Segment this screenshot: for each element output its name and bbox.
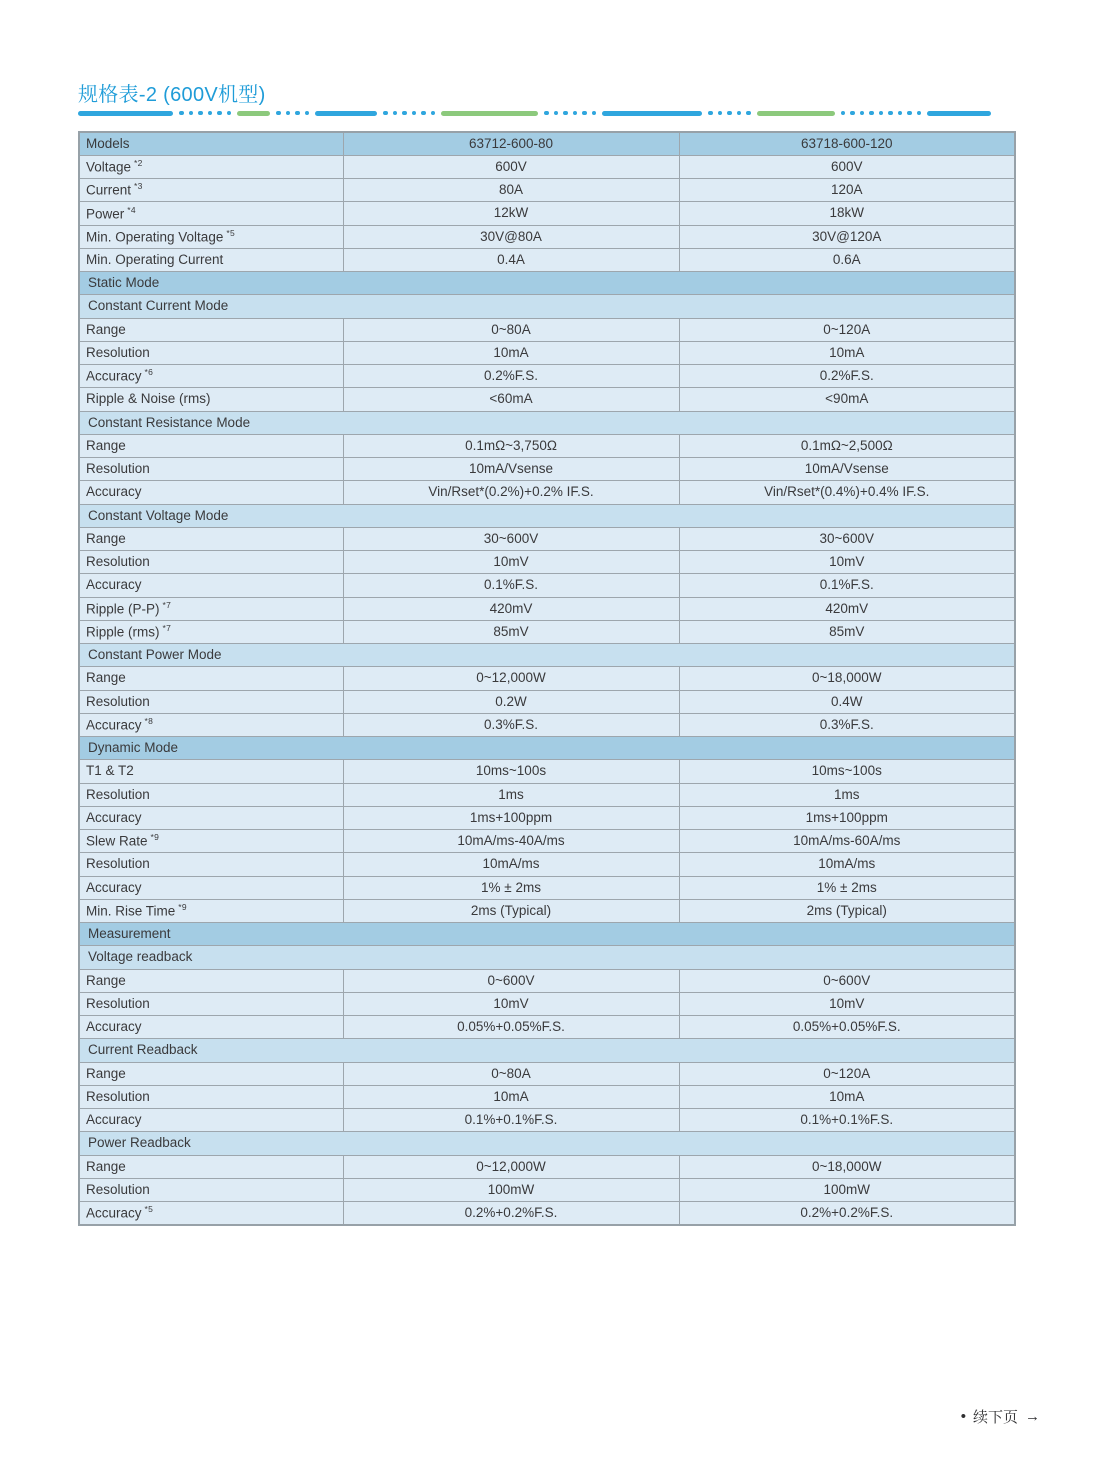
row-label-cell <box>79 179 343 202</box>
row-label-cell <box>79 155 343 178</box>
table-row <box>79 551 1015 574</box>
value-cell: 10ms~100s <box>343 760 679 783</box>
page-title: 规格表-2 (600V机型) <box>78 84 266 106</box>
row-label-cell <box>79 1202 343 1225</box>
value-cell: Vin/Rset*(0.2%)+0.2% IF.S. <box>343 481 679 504</box>
divider-dot <box>412 111 417 116</box>
row-label: Accuracy <box>86 717 142 733</box>
subsection-header: Constant Power Mode <box>79 644 1015 667</box>
divider-dot <box>737 111 742 116</box>
table-row <box>79 225 1015 248</box>
footnote-marker: *7 <box>162 623 172 634</box>
row-label: Ripple (P-P) <box>86 601 160 617</box>
row-label-cell <box>79 132 343 155</box>
value-cell: 10mA/Vsense <box>343 458 679 481</box>
divider-dot <box>393 111 398 116</box>
row-label: Resolution <box>86 693 150 709</box>
table-row <box>79 202 1015 225</box>
subsection-row <box>79 504 1015 527</box>
section-row <box>79 923 1015 946</box>
continued-next-page <box>961 1406 1040 1427</box>
row-label: Accuracy <box>86 368 142 384</box>
subsection-header: Constant Resistance Mode <box>79 411 1015 434</box>
dot-group <box>276 111 309 116</box>
table-row <box>79 667 1015 690</box>
table-row <box>79 318 1015 341</box>
footnote-marker: *7 <box>162 599 172 610</box>
dot-group <box>383 111 435 116</box>
value-cell: 0~600V <box>679 969 1015 992</box>
divider-dot <box>860 111 865 116</box>
table-row <box>79 853 1015 876</box>
table-row <box>79 434 1015 457</box>
table-row <box>79 388 1015 411</box>
divider-dot <box>708 111 713 116</box>
row-label: Resolution <box>86 554 150 570</box>
row-label-cell <box>79 853 343 876</box>
divider-dot <box>198 111 203 116</box>
value-cell: 100mW <box>343 1178 679 1201</box>
blue-bar-segment <box>315 111 377 116</box>
green-bar-segment <box>237 111 270 116</box>
value-cell: 0~120A <box>679 318 1015 341</box>
divider-dot <box>554 111 559 116</box>
row-label-cell <box>79 202 343 225</box>
bullet-icon: • <box>960 1408 966 1425</box>
value-cell: 0.1%+0.1%F.S. <box>343 1109 679 1132</box>
row-label-cell <box>79 527 343 550</box>
value-cell: 0.4W <box>679 690 1015 713</box>
table-row <box>79 1178 1015 1201</box>
value-cell: 63712-600-80 <box>343 132 679 155</box>
footnote-marker: *4 <box>127 204 136 215</box>
footnote-marker: *9 <box>178 902 187 913</box>
table-row <box>79 992 1015 1015</box>
divider-dot <box>841 111 846 116</box>
row-label: Min. Rise Time <box>86 903 176 919</box>
divider-dot <box>421 111 426 116</box>
table-row <box>79 1016 1015 1039</box>
value-cell: 0.2%+0.2%F.S. <box>343 1202 679 1225</box>
value-cell: 10mA/Vsense <box>679 458 1015 481</box>
value-cell: 10mA/ms-40A/ms <box>343 830 679 853</box>
section-header: Measurement <box>79 923 1015 946</box>
value-cell: 80A <box>343 179 679 202</box>
row-label: Resolution <box>86 344 150 360</box>
blue-bar-segment <box>78 111 173 116</box>
value-cell: 0.1%F.S. <box>679 574 1015 597</box>
table-row <box>79 806 1015 829</box>
value-cell: 0~80A <box>343 1062 679 1085</box>
value-cell: 0.4A <box>343 248 679 271</box>
subsection-row <box>79 295 1015 318</box>
row-label: Ripple (rms) <box>86 624 160 640</box>
value-cell: 600V <box>343 155 679 178</box>
row-label: Accuracy <box>86 1112 142 1128</box>
section-header: Dynamic Mode <box>79 737 1015 760</box>
row-label-cell <box>79 365 343 388</box>
row-label-cell <box>79 1178 343 1201</box>
row-label: Resolution <box>86 856 150 872</box>
divider-dot <box>850 111 855 116</box>
value-cell: 30V@120A <box>679 225 1015 248</box>
row-label-cell <box>79 574 343 597</box>
row-label-cell <box>79 667 343 690</box>
value-cell: 10mA <box>679 1085 1015 1108</box>
value-cell: 0.1%F.S. <box>343 574 679 597</box>
table-row <box>79 969 1015 992</box>
value-cell: 0.2%F.S. <box>343 365 679 388</box>
row-label-cell <box>79 992 343 1015</box>
row-label: Min. Operating Voltage <box>86 229 224 245</box>
value-cell: 0.1mΩ~2,500Ω <box>679 434 1015 457</box>
divider-dot <box>189 111 194 116</box>
row-label: Current <box>86 182 132 198</box>
green-bar-segment <box>441 111 538 116</box>
value-cell: 0.2%+0.2%F.S. <box>679 1202 1015 1225</box>
value-cell: 0.05%+0.05%F.S. <box>679 1016 1015 1039</box>
value-cell: 63718-600-120 <box>679 132 1015 155</box>
subsection-header: Power Readback <box>79 1132 1015 1155</box>
value-cell: 10mA/ms <box>343 853 679 876</box>
value-cell: 30~600V <box>679 527 1015 550</box>
row-label-cell <box>79 760 343 783</box>
value-cell: 0.6A <box>679 248 1015 271</box>
row-label-cell <box>79 341 343 364</box>
divider-dot <box>563 111 568 116</box>
table-row <box>79 1085 1015 1108</box>
divider-dot <box>286 111 291 116</box>
footnote-marker: *5 <box>144 1204 154 1215</box>
divider-dot <box>746 111 751 116</box>
row-label: Accuracy <box>86 577 142 593</box>
table-row <box>79 458 1015 481</box>
subsection-row <box>79 644 1015 667</box>
table-row <box>79 248 1015 271</box>
table-row <box>79 1109 1015 1132</box>
divider-dot <box>295 111 300 116</box>
subsection-row <box>79 1039 1015 1062</box>
value-cell: 12kW <box>343 202 679 225</box>
decorative-divider <box>78 110 1015 116</box>
row-label-cell <box>79 551 343 574</box>
row-label: Range <box>86 321 126 337</box>
value-cell: 1% ± 2ms <box>679 876 1015 899</box>
divider-dot <box>305 111 310 116</box>
value-cell: 0~12,000W <box>343 1155 679 1178</box>
row-label-cell <box>79 248 343 271</box>
section-row <box>79 272 1015 295</box>
models-header-row <box>79 132 1015 155</box>
value-cell: 0.3%F.S. <box>679 713 1015 736</box>
value-cell: 0~12,000W <box>343 667 679 690</box>
row-label: Range <box>86 1065 126 1081</box>
value-cell: Vin/Rset*(0.4%)+0.4% IF.S. <box>679 481 1015 504</box>
row-label: Min. Operating Current <box>86 251 224 267</box>
row-label: Accuracy <box>86 1019 142 1035</box>
row-label-cell <box>79 434 343 457</box>
row-label-cell <box>79 899 343 922</box>
divider-dot <box>544 111 549 116</box>
dot-group <box>708 111 751 116</box>
blue-bar-segment <box>927 111 991 116</box>
table-row <box>79 899 1015 922</box>
table-row <box>79 341 1015 364</box>
row-label-cell <box>79 318 343 341</box>
value-cell: 1ms <box>343 783 679 806</box>
row-label-cell <box>79 806 343 829</box>
row-label: Ripple & Noise (rms) <box>86 391 211 407</box>
row-label-cell <box>79 1109 343 1132</box>
row-label: Range <box>86 972 126 988</box>
row-label-cell <box>79 1155 343 1178</box>
row-label: Accuracy <box>86 484 142 500</box>
table-row <box>79 1155 1015 1178</box>
divider-dot <box>898 111 903 116</box>
value-cell: 0~600V <box>343 969 679 992</box>
table-row <box>79 690 1015 713</box>
row-label-cell <box>79 225 343 248</box>
table-row <box>79 179 1015 202</box>
footnote-marker: *5 <box>226 227 235 238</box>
table-row <box>79 597 1015 620</box>
divider-dot <box>917 111 922 116</box>
row-label: T1 & T2 <box>86 763 134 779</box>
value-cell: 10mV <box>679 551 1015 574</box>
row-label-cell <box>79 388 343 411</box>
subsection-row <box>79 946 1015 969</box>
blue-bar-segment <box>602 111 702 116</box>
table-row <box>79 876 1015 899</box>
value-cell: 18kW <box>679 202 1015 225</box>
value-cell: 0.1%+0.1%F.S. <box>679 1109 1015 1132</box>
value-cell: 120A <box>679 179 1015 202</box>
spec-table <box>78 131 1016 1226</box>
subsection-row <box>79 411 1015 434</box>
divider-dot <box>227 111 232 116</box>
table-row <box>79 574 1015 597</box>
value-cell: 0.1mΩ~3,750Ω <box>343 434 679 457</box>
divider-dot <box>573 111 578 116</box>
footnote-marker: *8 <box>144 716 154 727</box>
row-label-cell <box>79 620 343 643</box>
value-cell: 1ms <box>679 783 1015 806</box>
value-cell: 10ms~100s <box>679 760 1015 783</box>
value-cell: 2ms (Typical) <box>343 899 679 922</box>
value-cell: 0~18,000W <box>679 1155 1015 1178</box>
divider-dot <box>888 111 893 116</box>
row-label: Voltage <box>86 159 132 175</box>
divider-dot <box>402 111 407 116</box>
divider-dot <box>879 111 884 116</box>
row-label-cell <box>79 690 343 713</box>
row-label-cell <box>79 830 343 853</box>
row-label: Power <box>86 206 125 222</box>
table-row <box>79 1062 1015 1085</box>
row-label: Resolution <box>86 1181 150 1197</box>
row-label-cell <box>79 1016 343 1039</box>
row-label: Accuracy <box>86 879 142 895</box>
value-cell: 0.05%+0.05%F.S. <box>343 1016 679 1039</box>
row-label-cell <box>79 783 343 806</box>
row-label-cell <box>79 876 343 899</box>
value-cell: 30~600V <box>343 527 679 550</box>
table-row <box>79 783 1015 806</box>
divider-dot <box>217 111 222 116</box>
row-label-cell <box>79 458 343 481</box>
value-cell: 1% ± 2ms <box>343 876 679 899</box>
table-row <box>79 481 1015 504</box>
divider-dot <box>869 111 874 116</box>
value-cell: 10mV <box>343 551 679 574</box>
row-label: Resolution <box>86 995 150 1011</box>
row-label-cell <box>79 713 343 736</box>
divider-dot <box>592 111 597 116</box>
subsection-row <box>79 1132 1015 1155</box>
right-arrow-icon: → <box>1025 1408 1040 1425</box>
value-cell: 85mV <box>343 620 679 643</box>
row-label: Models <box>86 135 130 151</box>
green-bar-segment <box>757 111 835 116</box>
row-label: Range <box>86 530 126 546</box>
subsection-header: Current Readback <box>79 1039 1015 1062</box>
divider-dot <box>582 111 587 116</box>
value-cell: 420mV <box>343 597 679 620</box>
value-cell: 600V <box>679 155 1015 178</box>
value-cell: 10mV <box>679 992 1015 1015</box>
divider-dot <box>431 111 436 116</box>
value-cell: 0~18,000W <box>679 667 1015 690</box>
divider-dot <box>718 111 723 116</box>
table-row <box>79 830 1015 853</box>
row-label: Slew Rate <box>86 833 148 849</box>
value-cell: 10mV <box>343 992 679 1015</box>
value-cell: 10mA <box>679 341 1015 364</box>
table-row <box>79 713 1015 736</box>
section-header: Static Mode <box>79 272 1015 295</box>
table-row <box>79 527 1015 550</box>
value-cell: 1ms+100ppm <box>343 806 679 829</box>
row-label: Resolution <box>86 786 150 802</box>
value-cell: 10mA <box>343 1085 679 1108</box>
value-cell: <60mA <box>343 388 679 411</box>
row-label: Range <box>86 437 126 453</box>
value-cell: 10mA/ms <box>679 853 1015 876</box>
subsection-header: Voltage readback <box>79 946 1015 969</box>
divider-dot <box>907 111 912 116</box>
table-row <box>79 1202 1015 1225</box>
footnote-marker: *3 <box>134 181 143 192</box>
value-cell: <90mA <box>679 388 1015 411</box>
footnote-marker: *2 <box>134 158 143 169</box>
table-row <box>79 760 1015 783</box>
row-label-cell <box>79 1085 343 1108</box>
dot-group <box>179 111 231 116</box>
table-row <box>79 620 1015 643</box>
value-cell: 100mW <box>679 1178 1015 1201</box>
footnote-marker: *6 <box>144 367 154 378</box>
table-row <box>79 155 1015 178</box>
value-cell: 30V@80A <box>343 225 679 248</box>
value-cell: 420mV <box>679 597 1015 620</box>
subsection-header: Constant Voltage Mode <box>79 504 1015 527</box>
subsection-header: Constant Current Mode <box>79 295 1015 318</box>
divider-dot <box>383 111 388 116</box>
row-label: Range <box>86 670 126 686</box>
dot-group <box>841 111 922 116</box>
row-label: Resolution <box>86 461 150 477</box>
section-row <box>79 737 1015 760</box>
row-label: Accuracy <box>86 809 142 825</box>
row-label-cell <box>79 481 343 504</box>
row-label: Resolution <box>86 1088 150 1104</box>
footnote-marker: *9 <box>150 832 160 843</box>
row-label-cell <box>79 1062 343 1085</box>
value-cell: 10mA/ms-60A/ms <box>679 830 1015 853</box>
value-cell: 0.2%F.S. <box>679 365 1015 388</box>
row-label: Range <box>86 1158 126 1174</box>
divider-dot <box>727 111 732 116</box>
value-cell: 0~80A <box>343 318 679 341</box>
divider-dot <box>208 111 213 116</box>
footer-text: 续下页 <box>972 1409 1018 1426</box>
row-label-cell <box>79 969 343 992</box>
row-label: Accuracy <box>86 1205 142 1221</box>
value-cell: 0~120A <box>679 1062 1015 1085</box>
value-cell: 85mV <box>679 620 1015 643</box>
value-cell: 0.2W <box>343 690 679 713</box>
value-cell: 1ms+100ppm <box>679 806 1015 829</box>
row-label-cell <box>79 597 343 620</box>
divider-dot <box>276 111 281 116</box>
value-cell: 10mA <box>343 341 679 364</box>
table-row <box>79 365 1015 388</box>
value-cell: 2ms (Typical) <box>679 899 1015 922</box>
divider-dot <box>179 111 184 116</box>
value-cell: 0.3%F.S. <box>343 713 679 736</box>
dot-group <box>544 111 596 116</box>
